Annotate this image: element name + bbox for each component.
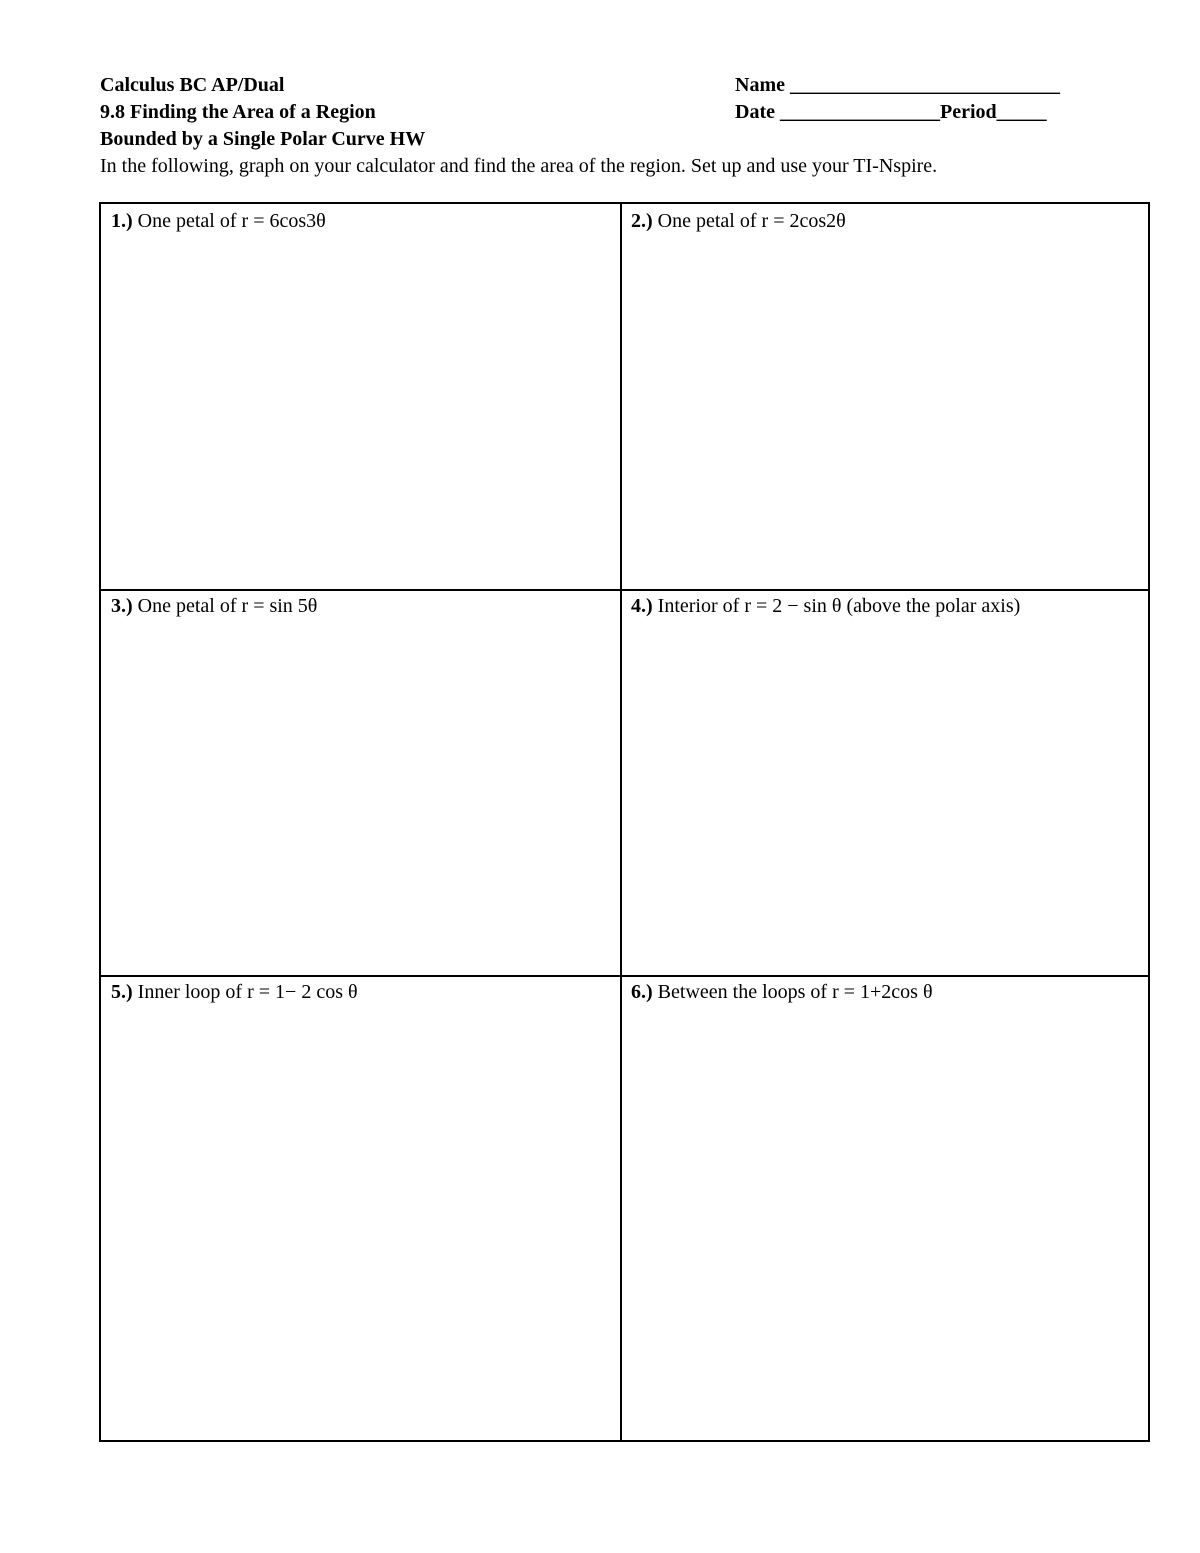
- problem-number: 6.): [631, 981, 653, 1003]
- problem-text: Interior of: [652, 595, 745, 617]
- problem-text: One petal of: [132, 210, 242, 232]
- problem-number: 2.): [631, 210, 653, 232]
- problem-number: 3.): [111, 595, 133, 617]
- problem-6: [631, 979, 933, 1005]
- problem-text: One petal of: [652, 210, 762, 232]
- column-divider: [620, 204, 622, 1440]
- problem-2: [631, 208, 846, 234]
- lesson-subtitle: Bounded by a Single Polar Curve HW: [100, 128, 426, 150]
- problem-text: Between the loops of: [652, 981, 833, 1003]
- problem-equation: r = 1− 2 cos θ: [247, 981, 358, 1003]
- problem-grid: [99, 202, 1150, 1442]
- problem-equation: r = 1+2cos θ: [832, 981, 933, 1003]
- row-divider-2: [101, 975, 1148, 977]
- name-field: Name ___________________________: [735, 74, 1060, 96]
- problem-text: Inner loop of: [132, 981, 248, 1003]
- worksheet-header: [100, 72, 1150, 177]
- problem-5: [111, 979, 358, 1005]
- instructions: In the following, graph on your calculator and find the area of the region. Set up and use your TI-Nspire.: [100, 155, 938, 177]
- row-divider-1: [101, 589, 1148, 591]
- course-title: Calculus BC AP/Dual: [100, 74, 285, 96]
- problem-equation: r = 2cos2θ: [761, 210, 846, 232]
- problem-4: [631, 593, 1020, 619]
- header-line-2: [100, 99, 1150, 126]
- problem-number: 5.): [111, 981, 133, 1003]
- header-line-1: [100, 72, 1150, 99]
- problem-number: 4.): [631, 595, 653, 617]
- problem-3: [111, 593, 317, 619]
- header-line-3: [100, 126, 1150, 153]
- problem-equation: r = 2 − sin θ (above the polar axis): [744, 595, 1021, 617]
- date-period-field: Date ________________Period_____: [735, 101, 1047, 123]
- problem-1: [111, 208, 326, 234]
- problem-equation: r = sin 5θ: [241, 595, 318, 617]
- problem-text: One petal of: [132, 595, 242, 617]
- problem-equation: r = 6cos3θ: [241, 210, 326, 232]
- lesson-title: 9.8 Finding the Area of a Region: [100, 101, 376, 123]
- problem-number: 1.): [111, 210, 133, 232]
